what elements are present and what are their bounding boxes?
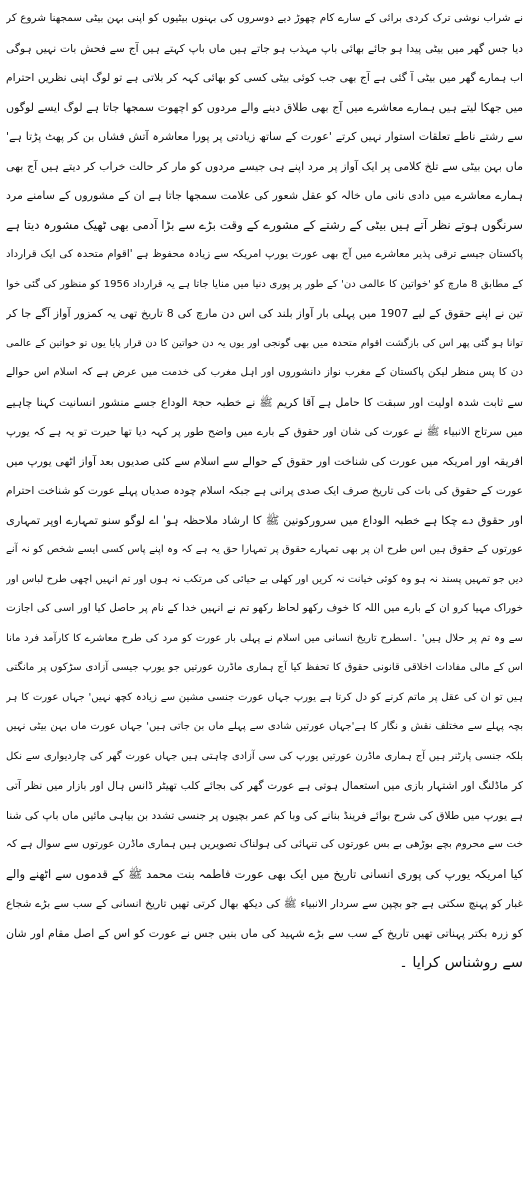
- text-line: عورت کے حقوق کی بات کی تاریخ صرف ایک صدی پرانی ہے جبکہ اسلام چودہ صدیاں پہلے عورت کو شناخت احترام: [6, 484, 523, 497]
- text-line: نے شراب نوشی ترک کردی برائی کے سارے کام چھوڑ دیے دوسروں کی بہنوں بیٹیوں کو اپنی بہن بیٹی سمجھنا شروع کر: [6, 12, 523, 24]
- text-line: اور حقوق دے چکا ہے خطبہ الوداع میں سرورکونین ﷺ کا ارشاد ملاحظہ ہو' اے لوگو سنو تمہارے اوپر تمہاری: [6, 513, 523, 527]
- text-line: ہے یورپ میں طلاق کی شرح بوائے فرینڈ بنانے کی وبا کم عمر بچیوں پر جنسی تشدد بن بیاہی مائیں ماں باپ کی شنا: [6, 808, 523, 822]
- text-line: دیں جو تمہیں پسند نہ ہو وہ کوئی خیانت نہ کریں اور کھلی بے حیائی کی مرتکب نہ ہوں اور تم انہیں اچھی طرح لباس اور: [6, 573, 523, 585]
- text-line: افریقہ اور امریکہ میں عورت کی شناخت اور حقوق کے حوالے سے اسلام سے کئی صدیوں بعد آواز اٹھی یورپ میں: [6, 454, 523, 468]
- text-line: پاکستان جیسے ترقی پذیر معاشرے میں آج بھی عورت یورپ امریکہ سے زیادہ محفوظ ہے 'اقوام متحدہ کی ایک قرارداد: [6, 248, 523, 260]
- text-line: دیا جس گھر میں بیٹی پیدا ہو جائے بھائی باپ مہذب ہو جاتے ہیں ماں باپ کہتے ہیں آج سے فحش بات نہیں ہوگی: [6, 41, 523, 55]
- text-line: خوراک مہیا کرو ان کے بارے میں اللہ کا خوف رکھو لحاظ رکھو تم نے انہیں خدا کے نام پر حاصل کیا اور اسی کی اجازت: [6, 602, 523, 614]
- text-line: دن کا پس منظر لیکن پاکستان کے مغرب نواز دانشوروں اور اہل مغرب کی خدمت میں عرض ہے کہ اسلام اس حوالے: [6, 366, 523, 378]
- text-line: توانا ہو گئی پھر اس کی بازگشت اقوام متحدہ میں بھی گونجی اور یوں یہ دن خواتین کا دن قرار پایا یوں تو خواتین کے عالمی: [6, 337, 523, 349]
- text-line: کے مطابق 8 مارچ کو 'خواتین کا عالمی دن' کے طور پر پوری دنیا میں منایا جاتا ہے یہ قرارداد 1956 کو منظور کی گئی خوا: [6, 278, 523, 290]
- text-line: سے رشتے ناطے تعلقات استوار نہیں کرتے 'عورت کے ساتھ زیادتی پر پورا معاشرہ آتش فشاں بن کر پھٹ پڑتا ہے': [6, 130, 523, 143]
- text-line: سے ثابت شدہ اولیت اور سبقت کا حامل ہے آقا کریم ﷺ نے خطبہ حجۃ الوداع جسے منشور انسانیت کہنا چاہیے: [6, 395, 523, 409]
- text-line: بچہ پہلے سے مختلف نقش و نگار کا ہے'جہاں عورتیں شادی سے پہلے ماں بن جاتی ہیں' جہاں عورت ماں بہن بیٹی نہیں: [6, 721, 523, 732]
- text-line: اس کے مالی مفادات اخلاقی قانونی حقوق کا تحفظ کیا آج ہماری ماڈرن عورتیں جو یورپ جیسی آزادی سڑکوں پر مانگتی: [6, 662, 523, 673]
- text-line: سرنگوں ہوتے نظر آتے ہیں بیٹی کے رشتے کے مشورے کے وقت بڑے سے بڑا آدمی بھی ٹھیک مشورہ دیتا ہے: [6, 217, 523, 232]
- text-line: کر ماڈلنگ اور اشتہار بازی میں استعمال ہوتی ہے عورت گھر کی بجائے کلب تھیٹر ڈانس ہال اور بازار میں نظر آتی: [6, 779, 523, 792]
- text-line: عورتوں کے حقوق ہیں اس طرح ان پر بھی تمہارے حقوق پر تمہارا حق یہ ہے کہ وہ اپنے پاس کسی ایسے شخص کو نہ آنے: [6, 544, 523, 555]
- text-line: ماں بہن بیٹی سے تلخ کلامی پر ایک آواز پر مرد اپنے ہی جیسے مردوں کو مار کر حالت خراب کر دیتے ہیں آج بھی: [6, 159, 523, 173]
- text-line: غبار کو پہنچ سکتی ہے جو بچپن سے سردار الانبیاء ﷺ کی دیکھ بھال کرتی تھیں تاریخ انسانی کے سب سے بڑے شجاع: [6, 897, 523, 910]
- text-line: کو زرہ بکتر پہناتی تھیں تاریخ کے سب سے بڑے شہید کی ماں بنیں جس نے عورت کو اس کے اصل مقام اور شان: [6, 926, 523, 940]
- text-line: سے وہ تم پر حلال ہیں' ۔اسطرح تاریخ انسانی میں اسلام نے پہلی بار عورت کو مرد کی طرح معاشرے کا کارآمد فرد مانا: [6, 632, 523, 644]
- text-line: اب ہمارے گھر میں بیٹی آ گئی ہے آج بھی جب کوئی بیٹی کسی کو بھائی کہہ کر بلاتی ہے تو لوگ اپنی نظریں احترام: [6, 71, 523, 84]
- text-line: میں جھکا لیتے ہیں ہمارے معاشرے میں آج بھی طلاق دینے والے مردوں کو اچھوت سمجھا جاتا ہے لوگ ایسے لوگوں: [6, 100, 523, 114]
- text-line: بلکہ جنسی پارٹنر ہیں آج ہماری ماڈرن عورتیں یورپ کی سی آزادی چاہتی ہیں جہاں عورت گھر کی چاردیواری سے نکل: [6, 750, 523, 762]
- text-line: میں سرتاج الانبیاء ﷺ نے عورت کی شان اور حقوق کے بارے میں واضح طور پر کہہ دیا تھا حیرت تو یہ ہے کہ یورپ: [6, 425, 523, 438]
- text-line: سے روشناس کرایا ۔: [399, 954, 523, 971]
- text-line: ہمارے معاشرے میں دادی نانی ماں خالہ کو عقل شعور کی علامت سمجھا جاتا ہے ان کے مشوروں کے سامنے مرد: [6, 189, 523, 202]
- text-line: ہیں تو ان کی عقل پر ماتم کرنے کو دل کرتا ہے یورپ جہاں عورت جنسی مشین سے زیادہ کچھ نہیں' جہاں عورت کا ہر: [6, 691, 523, 703]
- text-line: خت سے محروم بچے بوڑھی بے بس عورتوں کی تنہائی کی ہولناک تصویریں ہیں ہماری ماڈرن عورتوں سے سوال ہے کہ: [6, 838, 523, 850]
- text-line: تین نے اپنے حقوق کے لیے 1907 میں پہلی بار آواز بلند کی اس دن مارچ کی 8 تاریخ تھی یہ کمزور آواز آگے جا کر: [6, 307, 523, 320]
- text-line: کیا امریکہ یورپ کی پوری انسانی تاریخ میں ایک بھی عورت فاطمہ بنت محمد ﷺ کے قدموں سے اٹھنے والے: [6, 866, 523, 881]
